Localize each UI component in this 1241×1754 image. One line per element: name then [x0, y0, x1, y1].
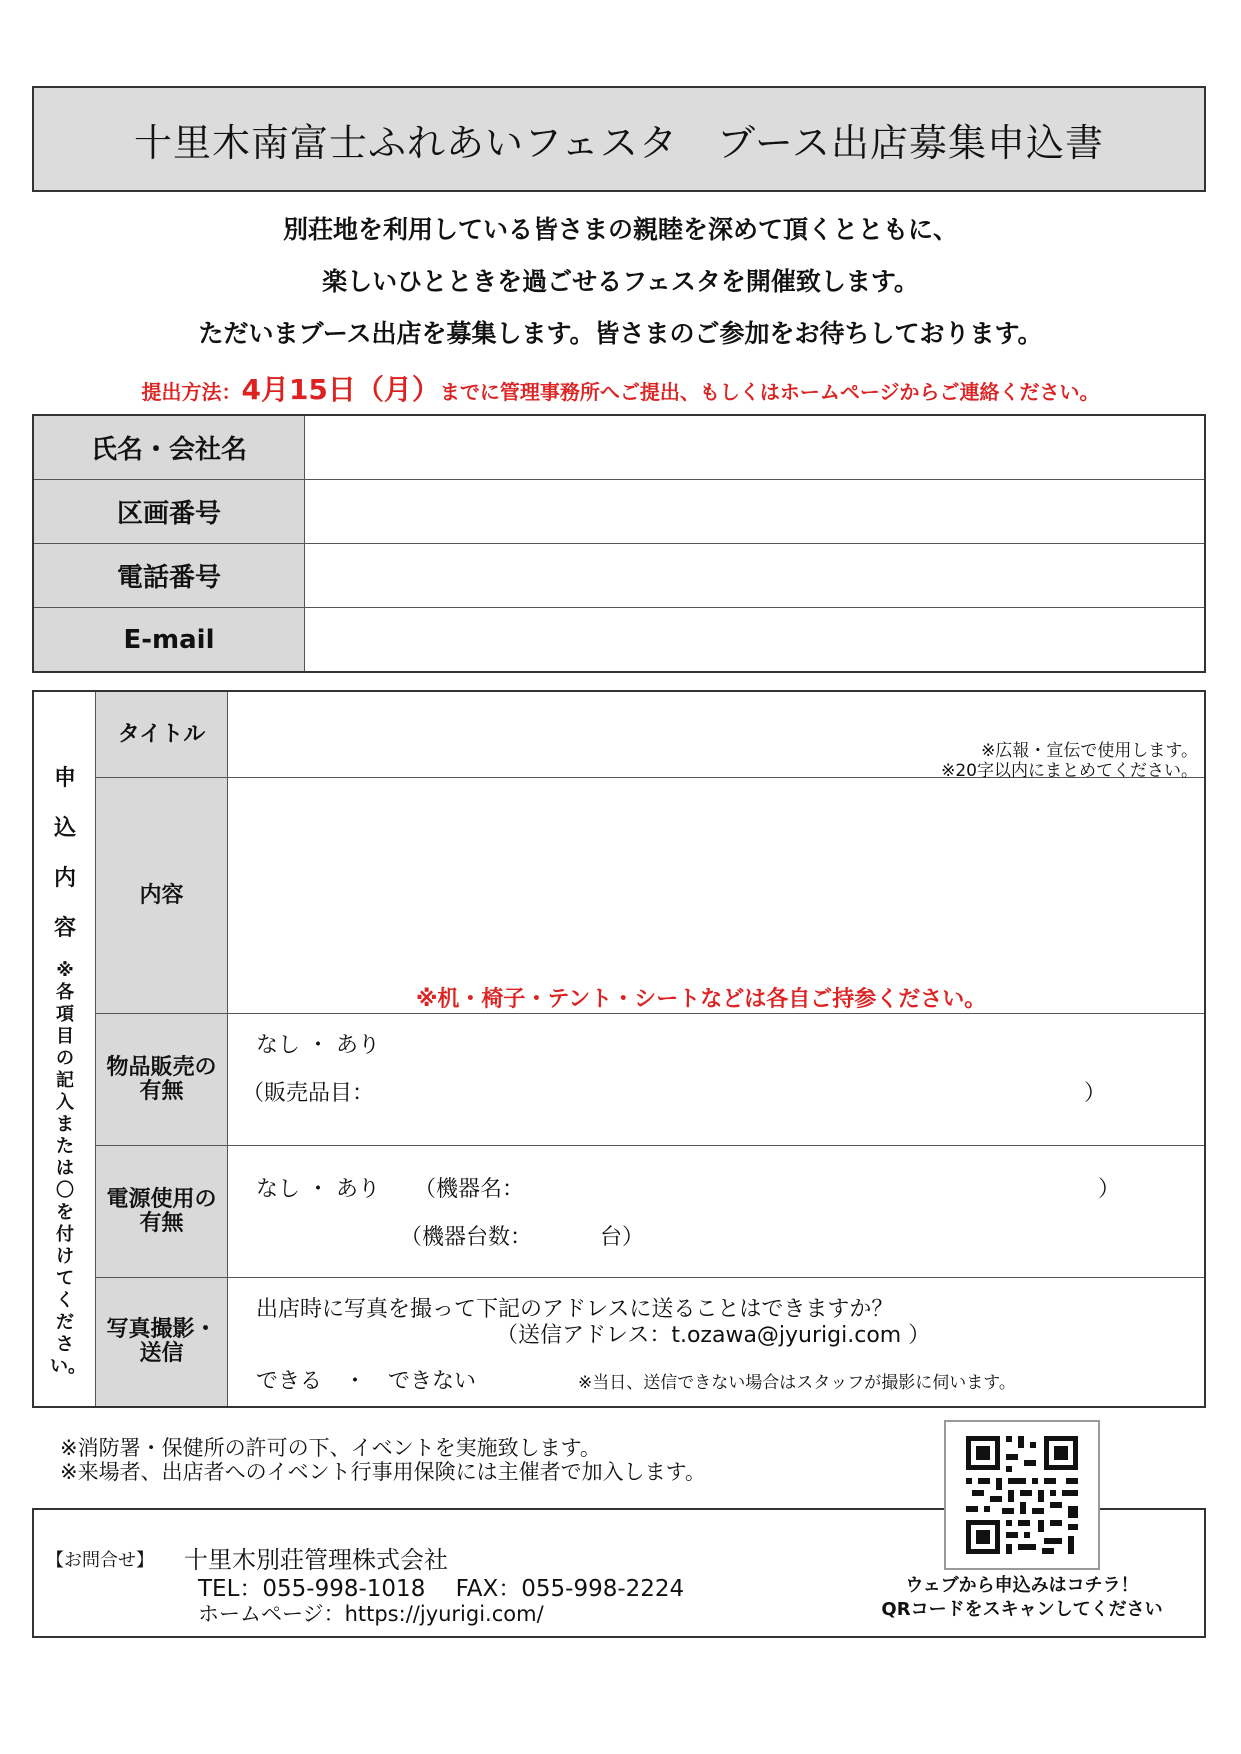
side-char-3: 内 — [53, 866, 76, 891]
qr-code-icon — [946, 1422, 1098, 1568]
label-phone: 電話番号 — [33, 544, 305, 608]
deadline-notice — [0, 368, 1241, 408]
row-photo — [96, 1278, 1204, 1406]
row-name — [33, 415, 1205, 480]
basic-info-table — [32, 414, 1206, 673]
label-name: 氏名・会社名 — [33, 415, 305, 480]
field-lot[interactable] — [305, 480, 1206, 544]
field-name[interactable] — [305, 415, 1206, 480]
field-phone[interactable] — [305, 544, 1206, 608]
contact-company: 十里木別荘管理株式会社 — [184, 1546, 448, 1574]
side-char-4: 容 — [53, 916, 76, 941]
photo-address: （送信アドレス：t.ozawa@jyurigi.com ） — [496, 1323, 931, 1348]
title-note-2: ※20字以内にまとめてください。 — [941, 761, 1198, 781]
label-email: E-mail — [33, 608, 305, 673]
intro-line-1: 別荘地を利用している皆さまの親睦を深めて頂くとともに、 — [282, 215, 958, 244]
power-device-open: （機器名： — [414, 1177, 525, 1202]
photo-question: 出店時に写真を撮って下記のアドレスに送ることはできますか？ — [256, 1297, 894, 1322]
application-side-column — [34, 692, 96, 1406]
application-section — [32, 690, 1206, 1408]
side-note: ※各項目の記入または〇を付けてください。 — [50, 960, 86, 1377]
note-line-1: ※消防署・保健所の許可の下、イベントを実施致します。 — [60, 1436, 601, 1460]
contact-label: 【お問合せ】 — [46, 1550, 154, 1571]
deadline-prefix: 提出方法： — [141, 380, 242, 404]
power-options[interactable]: なし ・ あり — [256, 1177, 380, 1202]
row-content — [96, 778, 1204, 1014]
qr-caption — [850, 1574, 1194, 1622]
label-photo: 写真撮影・送信 — [96, 1278, 228, 1406]
sales-items-open: （販売品目： — [242, 1081, 375, 1106]
side-char-1: 申 — [53, 766, 76, 791]
deadline-date: 4月15日（月） — [241, 373, 440, 406]
row-title — [96, 692, 1204, 781]
power-count-open: （機器台数： — [400, 1225, 533, 1250]
sales-items-close: ） — [1084, 1081, 1107, 1106]
intro-line-2: 楽しいひとときを過ごせるフェスタを開催致します。 — [322, 267, 919, 296]
label-power: 電源使用の有無 — [96, 1146, 228, 1277]
label-content: 内容 — [96, 778, 228, 1013]
power-count-close: 台） — [600, 1225, 645, 1250]
power-device-close: ） — [1098, 1177, 1121, 1202]
notes — [60, 1436, 706, 1484]
form-title: 十里木南富士ふれあいフェスタ ブース出店募集申込書 — [32, 86, 1206, 192]
content-note: ※机・椅子・テント・シートなどは各自ご持参ください。 — [416, 987, 987, 1012]
field-email[interactable] — [305, 608, 1206, 673]
row-phone — [33, 544, 1205, 608]
photo-note: ※当日、送信できない場合はスタッフが撮影に伺います。 — [578, 1373, 1016, 1393]
contact-web[interactable]: ホームページ：https://jyurigi.com/ — [198, 1602, 544, 1626]
photo-options[interactable]: できる ・ できない — [256, 1369, 477, 1394]
qr-code[interactable] — [944, 1420, 1100, 1570]
title-note-1: ※広報・宣伝で使用します。 — [981, 741, 1198, 761]
qr-caption-line-1: ウェブから申込みはコチラ！ — [905, 1575, 1139, 1596]
row-lot — [33, 480, 1205, 544]
row-sales — [96, 1014, 1204, 1146]
note-line-2: ※来場者、出店者へのイベント行事用保険には主催者で加入します。 — [60, 1460, 706, 1484]
row-power — [96, 1146, 1204, 1278]
qr-caption-line-2: QRコードをスキャンしてください — [881, 1599, 1163, 1620]
label-title: タイトル — [96, 692, 228, 777]
side-char-2: 込 — [53, 816, 76, 841]
intro-line-3: ただいまブース出店を募集します。皆さまのご参加をお待ちしております。 — [198, 319, 1043, 348]
row-email — [33, 608, 1205, 673]
sales-options[interactable]: なし ・ あり — [256, 1033, 380, 1058]
label-lot: 区画番号 — [33, 480, 305, 544]
contact-tel-fax: TEL：055-998-1018 FAX：055-998-2224 — [198, 1576, 685, 1602]
label-sales: 物品販売の有無 — [96, 1014, 228, 1145]
deadline-suffix: までに管理事務所へご提出、もしくはホームページからご連絡ください。 — [439, 380, 1100, 404]
